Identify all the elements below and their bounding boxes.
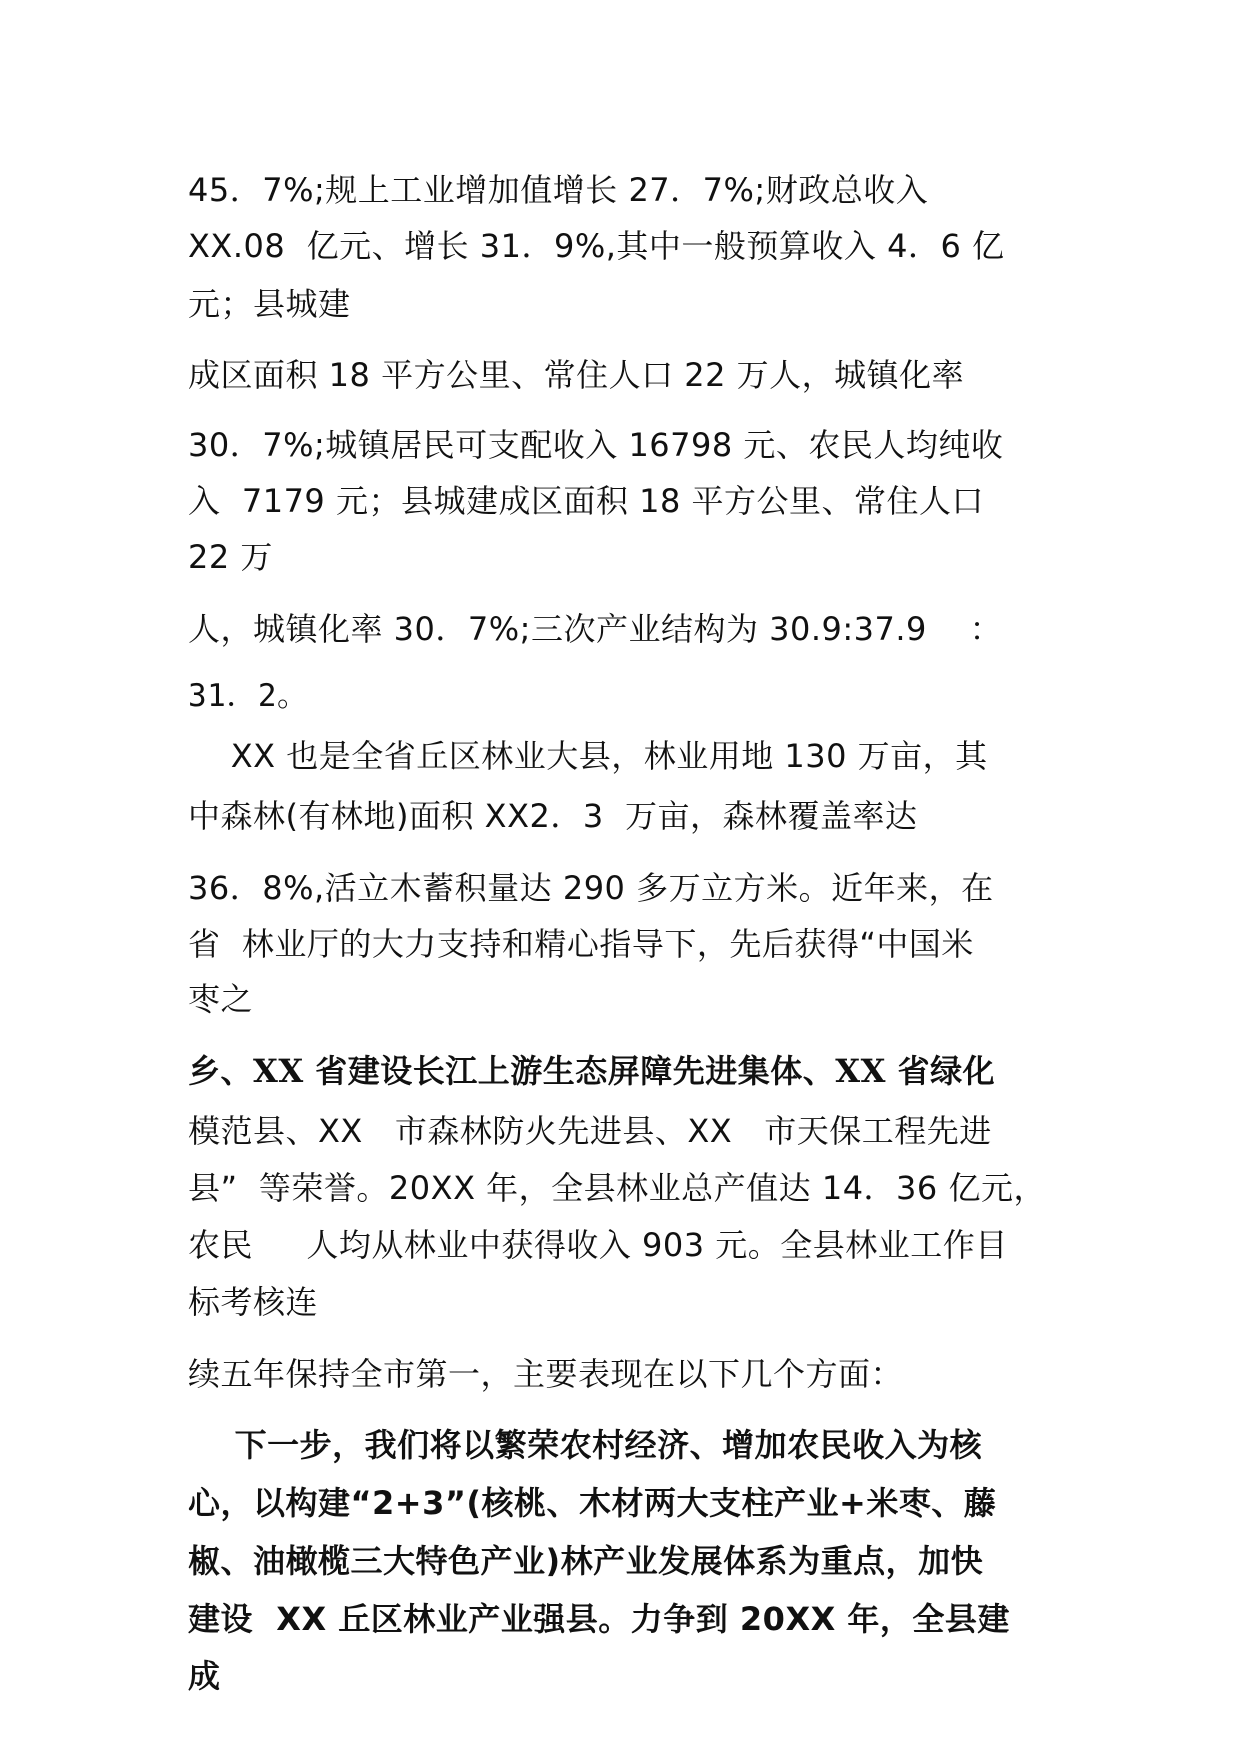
paragraph-line: 中森林(有林地)面积 XX2．3 万亩，森林覆盖率达 bbox=[188, 797, 918, 835]
paragraph-line: 椒、油橄榄三大特色产业)林产业发展体系为重点，加快 bbox=[188, 1542, 984, 1580]
paragraph-line: 成区面积 18 平方公里、常住人口 22 万人，城镇化率 bbox=[188, 356, 965, 394]
paragraph-line: 下一步，我们将以繁荣农村经济、增加农民收入为核 bbox=[188, 1426, 983, 1464]
paragraph-line: 31．2。 bbox=[188, 678, 309, 714]
paragraph-line: 枣之 bbox=[188, 980, 254, 1018]
paragraph-line: 22 万 bbox=[188, 538, 273, 576]
paragraph-line: 元；县城建 bbox=[188, 285, 351, 323]
paragraph-line: XX.08 亿元、增长 31．9%,其中一般预算收入 4．6 亿 bbox=[188, 227, 1005, 265]
paragraph-line: 乡、XX 省建设长江上游生态屏障先进集体、XX 省绿化 bbox=[188, 1052, 996, 1090]
paragraph-line: 标考核连 bbox=[188, 1283, 319, 1321]
paragraph-line: 45．7%;规上工业增加值增长 27．7%;财政总收入 bbox=[188, 171, 929, 209]
paragraph-line: 省 林业厅的大力支持和精心指导下，先后获得“中国米 bbox=[188, 925, 974, 963]
paragraph-line: 36．8%,活立木蓄积量达 290 多万立方米。近年来，在 bbox=[188, 869, 994, 907]
paragraph-line: 人，城镇化率 30．7%;三次产业结构为 30.9:37.9 ： bbox=[188, 610, 1003, 648]
paragraph-line: 30．7%;城镇居民可支配收入 16798 元、农民人均纯收 bbox=[188, 426, 1004, 464]
paragraph-line: XX 也是全省丘区林业大县，林业用地 130 万亩，其 bbox=[188, 737, 988, 775]
paragraph-line: 成 bbox=[188, 1657, 221, 1695]
paragraph-line: 农民 人均从林业中获得收入 903 元。全县林业工作目 bbox=[188, 1226, 1008, 1264]
paragraph-line: 续五年保持全市第一，主要表现在以下几个方面： bbox=[188, 1355, 904, 1393]
paragraph-line: 入 7179 元；县城建成区面积 18 平方公里、常住人口 bbox=[188, 482, 985, 520]
paragraph-line: 建设 XX 丘区林业产业强县。力争到 20XX 年，全县建 bbox=[188, 1600, 1010, 1638]
paragraph-line: 模范县、XX 市森林防火先进县、XX 市天保工程先进 bbox=[188, 1112, 992, 1150]
paragraph-line: 县” 等荣誉。20XX 年，全县林业总产值达 14．36 亿元， bbox=[188, 1169, 1046, 1207]
paragraph-line: 心，以构建“2+3”(核桃、木材两大支柱产业+米枣、藤 bbox=[188, 1484, 997, 1522]
